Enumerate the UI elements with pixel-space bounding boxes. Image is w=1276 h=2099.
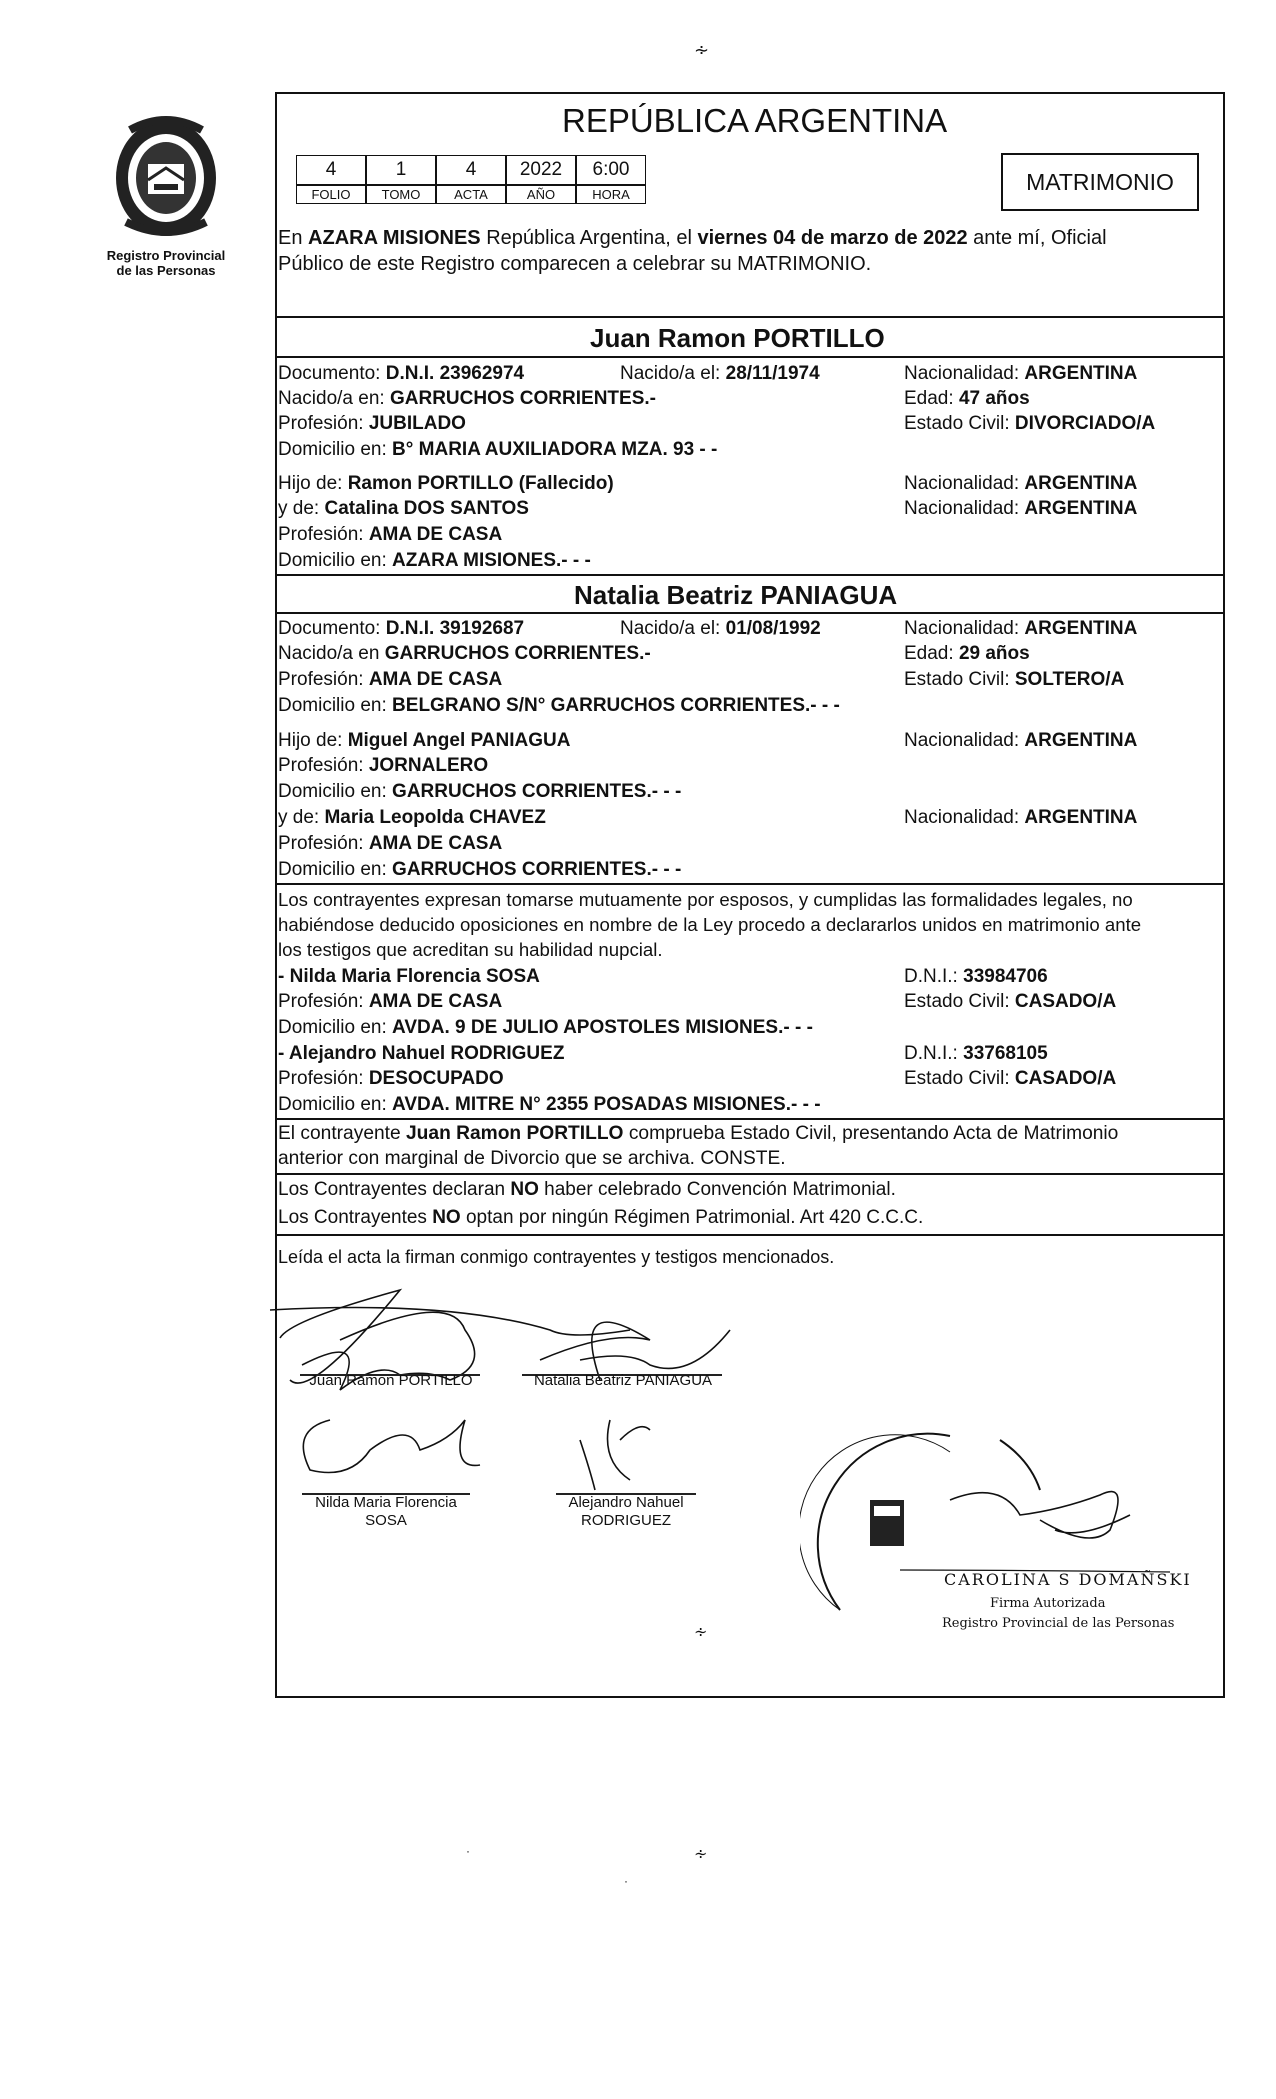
folio-label: FOLIO (296, 185, 366, 204)
bride-mother-profession: Profesión: AMA DE CASA (278, 833, 503, 854)
groom-mother-nationality: Nacionalidad: ARGENTINA (904, 498, 1138, 519)
coat-of-arms-logo (108, 112, 224, 244)
bride-father: Hijo de: Miguel Angel PANIAGUA (278, 730, 571, 751)
bride-father-profession: Profesión: JORNALERO (278, 755, 489, 776)
groom-father-nationality: Nacionalidad: ARGENTINA (904, 473, 1138, 494)
bride-father-nationality: Nacionalidad: ARGENTINA (904, 730, 1138, 751)
acta-value: 4 (436, 155, 506, 185)
groom-age: Edad: 47 años (904, 388, 1030, 409)
record-type-box: MATRIMONIO (1001, 153, 1199, 211)
groom-civil-status: Estado Civil: DIVORCIADO/A (904, 413, 1156, 434)
groom-mother: y de: Catalina DOS SANTOS (278, 498, 529, 519)
seal-icon (108, 112, 224, 244)
official-name: CAROLINA S DOMAÑSKI (944, 1570, 1192, 1589)
folio-value: 4 (296, 155, 366, 185)
witness2-address: Domicilio en: AVDA. MITRE N° 2355 POSADAS MISIONES.- - - (278, 1094, 821, 1115)
anio-label: AÑO (506, 185, 576, 204)
signature-label-groom: Juan Ramon PORTILLO (309, 1372, 473, 1389)
bride-civil-status: Estado Civil: SOLTERO/A (904, 669, 1125, 690)
declaration-line2: habiéndose deducido oposiciones en nombre de la Ley procedo a declararlos unidos en matrimonio ante (278, 914, 1142, 935)
bride-mother: y de: Maria Leopolda CHAVEZ (278, 807, 546, 828)
bride-birthplace: Nacido/a en GARRUCHOS CORRIENTES.- (278, 643, 651, 664)
logo-caption-line1: Registro Provincial (106, 248, 226, 263)
signature-label-bride: Natalia Beatriz PANIAGUA (533, 1372, 713, 1389)
tomo-value: 1 (366, 155, 436, 185)
intro-line2: Público de este Registro comparecen a celebrar su MATRIMONIO. (278, 253, 872, 275)
witness1-dni: D.N.I.: 33984706 (904, 966, 1048, 987)
groom-mother-profession: Profesión: AMA DE CASA (278, 524, 503, 545)
bride-mother-address: Domicilio en: GARRUCHOS CORRIENTES.- - - (278, 859, 682, 880)
groom-birthdate: Nacido/a el: 28/11/1974 (620, 363, 820, 384)
witness1-profession: Profesión: AMA DE CASA (278, 991, 503, 1012)
page-title: REPÚBLICA ARGENTINA (562, 102, 948, 139)
scan-dot: · (624, 1874, 628, 1888)
bride-birthdate: Nacido/a el: 01/08/1992 (620, 618, 821, 639)
bride-mother-nationality: Nacionalidad: ARGENTINA (904, 807, 1138, 828)
groom-nationality: Nacionalidad: ARGENTINA (904, 363, 1138, 384)
scan-mark: ∻ (694, 1624, 708, 1641)
witness1-civil-status: Estado Civil: CASADO/A (904, 991, 1117, 1012)
scan-dot: · (466, 1844, 470, 1858)
scan-mark: ∻ (694, 40, 710, 60)
bride-address: Domicilio en: BELGRANO S/N° GARRUCHOS CORRIENTES.- - - (278, 695, 840, 716)
civil-status-note-line2: anterior con marginal de Divorcio que se archiva. CONSTE. (278, 1148, 786, 1169)
groom-profession: Profesión: JUBILADO (278, 413, 466, 434)
official-role: Firma Autorizada (990, 1596, 1106, 1611)
bride-age: Edad: 29 años (904, 643, 1030, 664)
official-office: Registro Provincial de las Personas (942, 1616, 1175, 1631)
acta-label: ACTA (436, 185, 506, 204)
witness2-profession: Profesión: DESOCUPADO (278, 1068, 504, 1089)
groom-address: Domicilio en: B° MARIA AUXILIADORA MZA. 93 - - (278, 439, 718, 460)
declaration-line3: los testigos que acreditan su habilidad nupcial. (278, 939, 663, 960)
hora-value: 6:00 (576, 155, 646, 185)
regime-line1: Los Contrayentes declaran NO haber celebrado Convención Matrimonial. (278, 1179, 896, 1200)
witness2-dni: D.N.I.: 33768105 (904, 1043, 1048, 1064)
declaration-line1: Los contrayentes expresan tomarse mutuamente por esposos, y cumplidas las formalidades legales, no (278, 889, 1133, 910)
groom-birthplace: Nacido/a en: GARRUCHOS CORRIENTES.- (278, 388, 656, 409)
witness2-civil-status: Estado Civil: CASADO/A (904, 1068, 1117, 1089)
witness2-name: - Alejandro Nahuel RODRIGUEZ (278, 1043, 565, 1064)
regime-line2: Los Contrayentes NO optan por ningún Régimen Patrimonial. Art 420 C.C.C. (278, 1207, 924, 1228)
tomo-label: TOMO (366, 185, 436, 204)
intro-line1: En AZARA MISIONES República Argentina, el viernes 04 de marzo de 2022 ante mí, Oficial (278, 227, 1107, 249)
groom-parents-address: Domicilio en: AZARA MISIONES.- - - (278, 550, 591, 571)
logo-caption-line2: de las Personas (116, 263, 216, 278)
scan-mark: ∻ (694, 1846, 708, 1863)
civil-status-note-line1: El contrayente Juan Ramon PORTILLO comprueba Estado Civil, presentando Acta de Matrimonio (278, 1123, 1119, 1144)
signature-label-witness2-line1: Alejandro Nahuel (568, 1494, 684, 1511)
groom-father: Hijo de: Ramon PORTILLO (Fallecido) (278, 473, 614, 494)
signature-label-witness1-line2: SOSA (365, 1512, 407, 1529)
groom-documento: Documento: D.N.I. 23962974 (278, 363, 525, 384)
bride-father-address: Domicilio en: GARRUCHOS CORRIENTES.- - - (278, 781, 682, 802)
witness1-name: - Nilda Maria Florencia SOSA (278, 966, 540, 987)
witness1-address: Domicilio en: AVDA. 9 DE JULIO APOSTOLES MISIONES.- - - (278, 1017, 813, 1038)
signature-label-witness2-line2: RODRIGUEZ (581, 1512, 671, 1529)
bride-documento: Documento: D.N.I. 39192687 (278, 618, 525, 639)
anio-value: 2022 (506, 155, 576, 185)
groom-name-heading: Juan Ramon PORTILLO (590, 323, 885, 353)
hora-label: HORA (576, 185, 646, 204)
bride-name-heading: Natalia Beatriz PANIAGUA (574, 580, 898, 610)
bride-nationality: Nacionalidad: ARGENTINA (904, 618, 1138, 639)
closing-statement: Leída el acta la firman conmigo contrayentes y testigos mencionados. (278, 1247, 835, 1267)
bride-profession: Profesión: AMA DE CASA (278, 669, 503, 690)
signature-label-witness1-line1: Nilda Maria Florencia (315, 1494, 457, 1511)
